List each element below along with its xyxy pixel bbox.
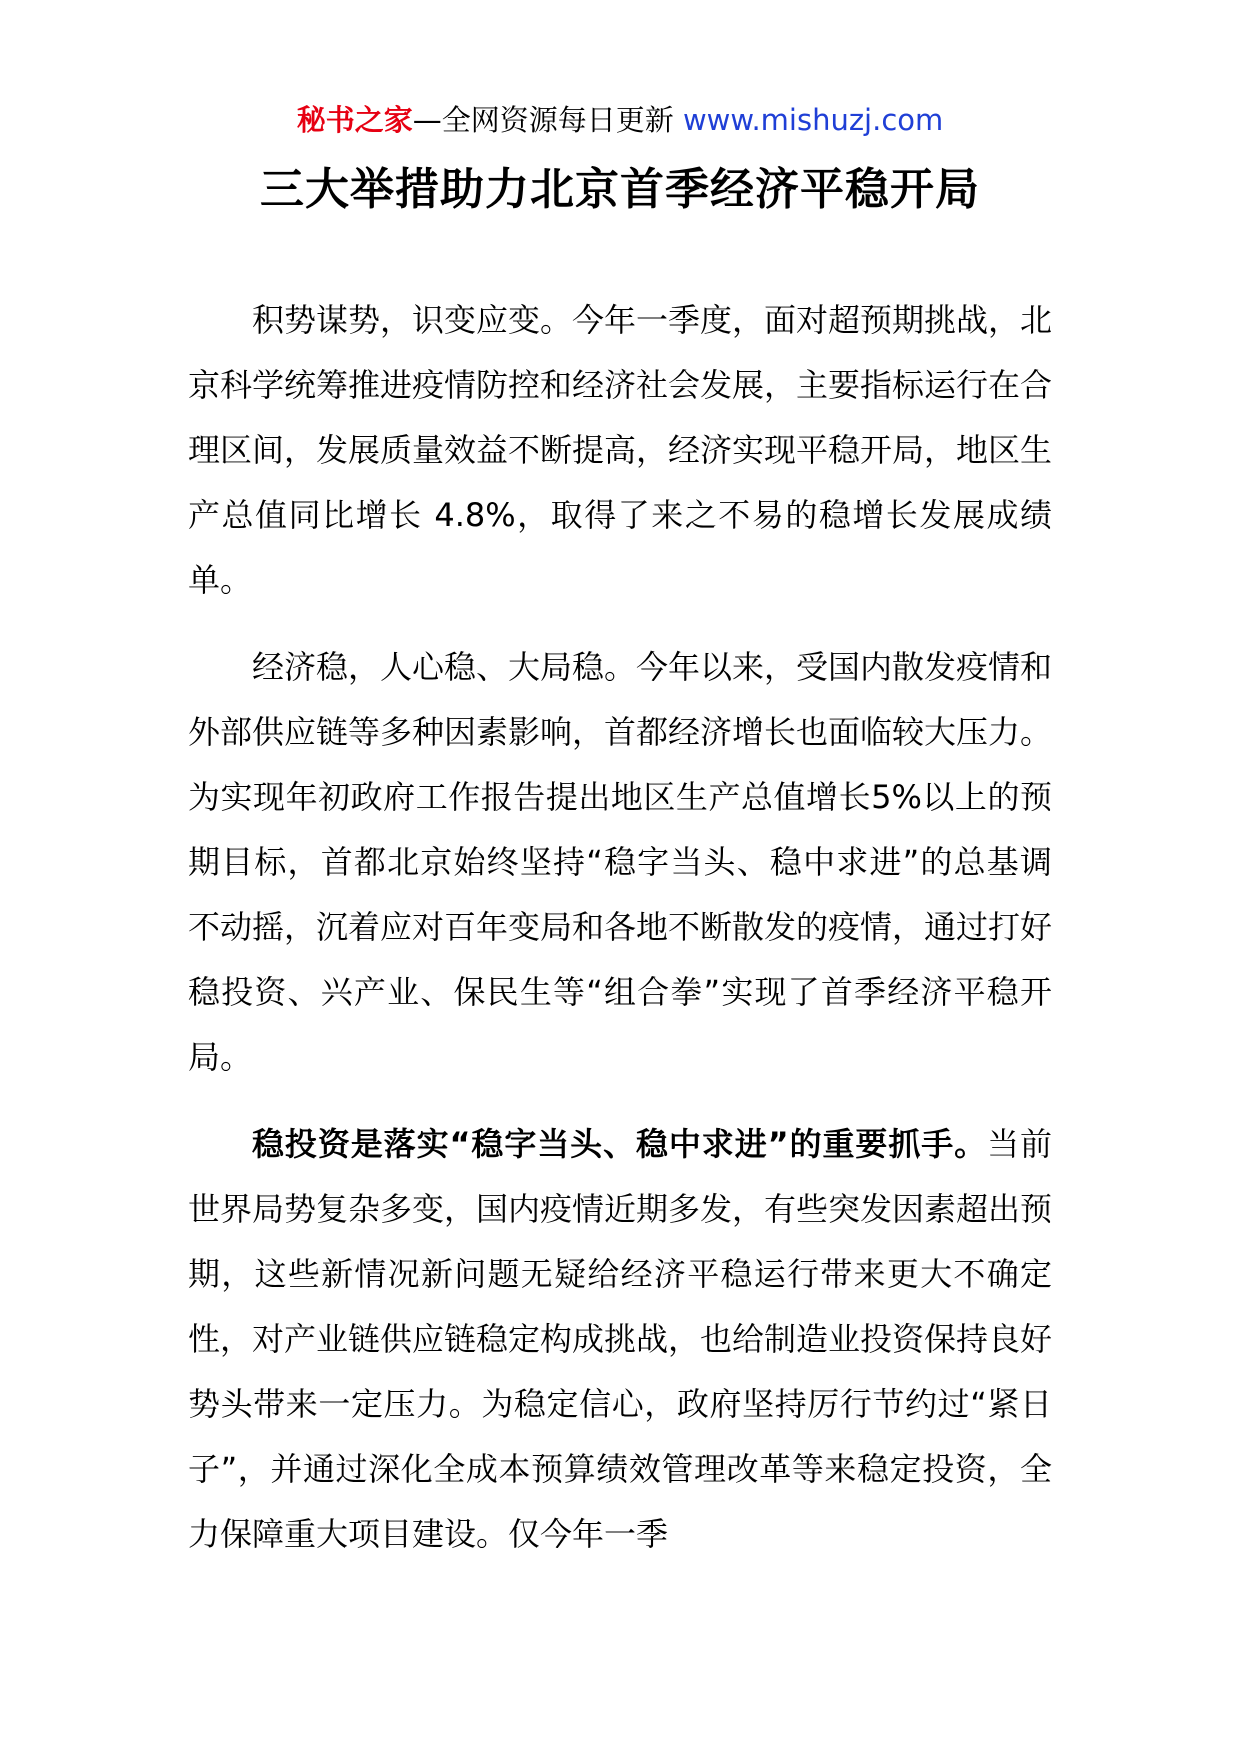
site-url-link[interactable]: www.mishuzj.com	[682, 103, 944, 137]
paragraph-2: 经济稳，人心稳、大局稳。今年以来，受国内散发疫情和外部供应链等多种因素影响，首都经济增长也面临较大压力。为实现年初政府工作报告提出地区生产总值增长5%以上的预期目标，首都北京始终坚持“稳字当头、稳中求进”的总基调不动摇，沉着应对百年变局和各地不断散发的疫情，通过打好稳投资、兴产业、保民生等“组合拳”实现了首季经济平稳开局。	[188, 648, 1053, 1076]
site-tagline: —全网资源每日更新	[412, 103, 674, 137]
paragraph-1: 积势谋势，识变应变。今年一季度，面对超预期挑战，北京科学统筹推进疫情防控和经济社会发展，主要指标运行在合理区间，发展质量效益不断提高，经济实现平稳开局，地区生产总值同比增长 4.8%，取得了来之不易的稳增长发展成绩单。	[188, 301, 1053, 599]
site-banner	[0, 100, 1240, 140]
document-title: 三大举措助力北京首季经济平稳开局	[260, 164, 980, 215]
document-body	[188, 288, 1052, 1589]
site-brand: 秘书之家	[296, 103, 413, 137]
paragraph-3-text: 当前世界局势复杂多变，国内疫情近期多发，有些突发因素超出预期，这些新情况新问题无疑给经济平稳运行带来更大不确定性，对产业链供应链稳定构成挑战，也给制造业投资保持良好势头带来一定压力。为稳定信心，政府坚持厉行节约过“紧日子”，并通过深化全成本预算绩效管理改革等来稳定投资，全力保障重大项目建设。仅今年一季	[188, 1125, 1053, 1553]
paragraph-3	[188, 1112, 1052, 1567]
paragraph-3-lead: 稳投资是落实“稳字当头、稳中求进”的重要抓手。	[252, 1125, 988, 1163]
